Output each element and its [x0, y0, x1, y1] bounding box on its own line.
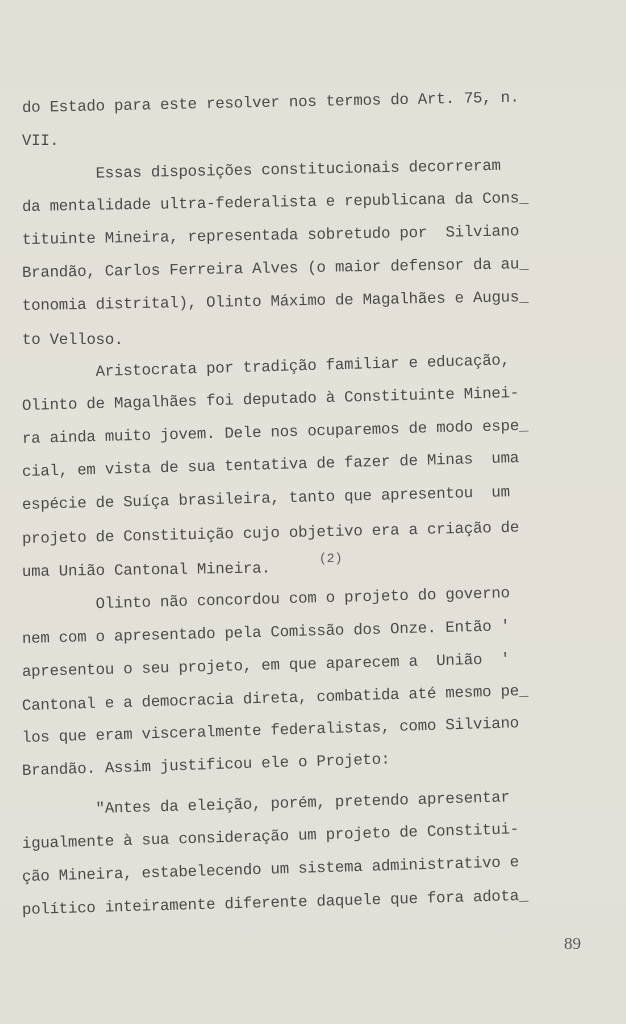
text-line: da mentalidade ultra-federalista e republicana da Cons_	[21, 189, 529, 216]
text-line: Olinto não concordou com o projeto do governo	[21, 584, 511, 615]
text-line: Brandão. Assim justificou ele o Projeto:	[21, 750, 391, 780]
text-line: projeto de Constituição cujo objetivo era a criação de	[21, 518, 520, 548]
text-line: Olinto de Magalhães foi deputado à Constituinte Minei-	[21, 383, 520, 415]
footnote-reference: (2)	[319, 551, 343, 566]
text-line: to Velloso.	[22, 331, 124, 349]
page-number: 89	[564, 934, 581, 953]
text-line: ra ainda muito jovem. Dele nos ocuparemos de modo espe_	[21, 416, 529, 448]
text-line: Aristocrata por tradição familiar e educação,	[21, 351, 511, 383]
text-line: espécie de Suíça brasileira, tanto que apresentou um	[21, 483, 511, 514]
text-line: los que eram visceralmente federalistas, como Silviano	[21, 714, 520, 747]
text-line: Cantonal e a democracia direta, combatida até mesmo pe_	[21, 681, 529, 715]
text-line: "Antes da eleição, porém, pretendo apresentar	[21, 788, 511, 820]
text-line: VII.	[22, 132, 59, 150]
text-line: cial, em vista de sua tentativa de fazer de Minas uma	[21, 449, 520, 481]
text-line: Essas disposições constitucionais decorreram	[21, 156, 501, 184]
text-line: tituinte Mineira, representada sobretudo por Silviano	[21, 222, 520, 249]
text-line: político inteiramente diferente daquele que fora adota_	[21, 886, 529, 919]
text-line: Brandão, Carlos Ferreira Alves (o maior defensor da au_	[21, 255, 529, 282]
text-line: ção Mineira, estabelecendo um sistema administrativo e	[21, 853, 520, 886]
text-line: do Estado para este resolver nos termos do Art. 75, n.	[21, 88, 520, 117]
text-line: igualmente à sua consideração um projeto de Constitui-	[21, 820, 520, 853]
text-line: apresentou o seu projeto, em que aparecem a União '	[21, 650, 511, 681]
text-line: tonomia distrital), Olinto Máximo de Magalhães e Augus_	[21, 288, 529, 315]
text-line: uma União Cantonal Mineira.	[21, 559, 271, 581]
text-line: nem com o apresentado pela Comissão dos Onze. Então '	[21, 617, 511, 648]
